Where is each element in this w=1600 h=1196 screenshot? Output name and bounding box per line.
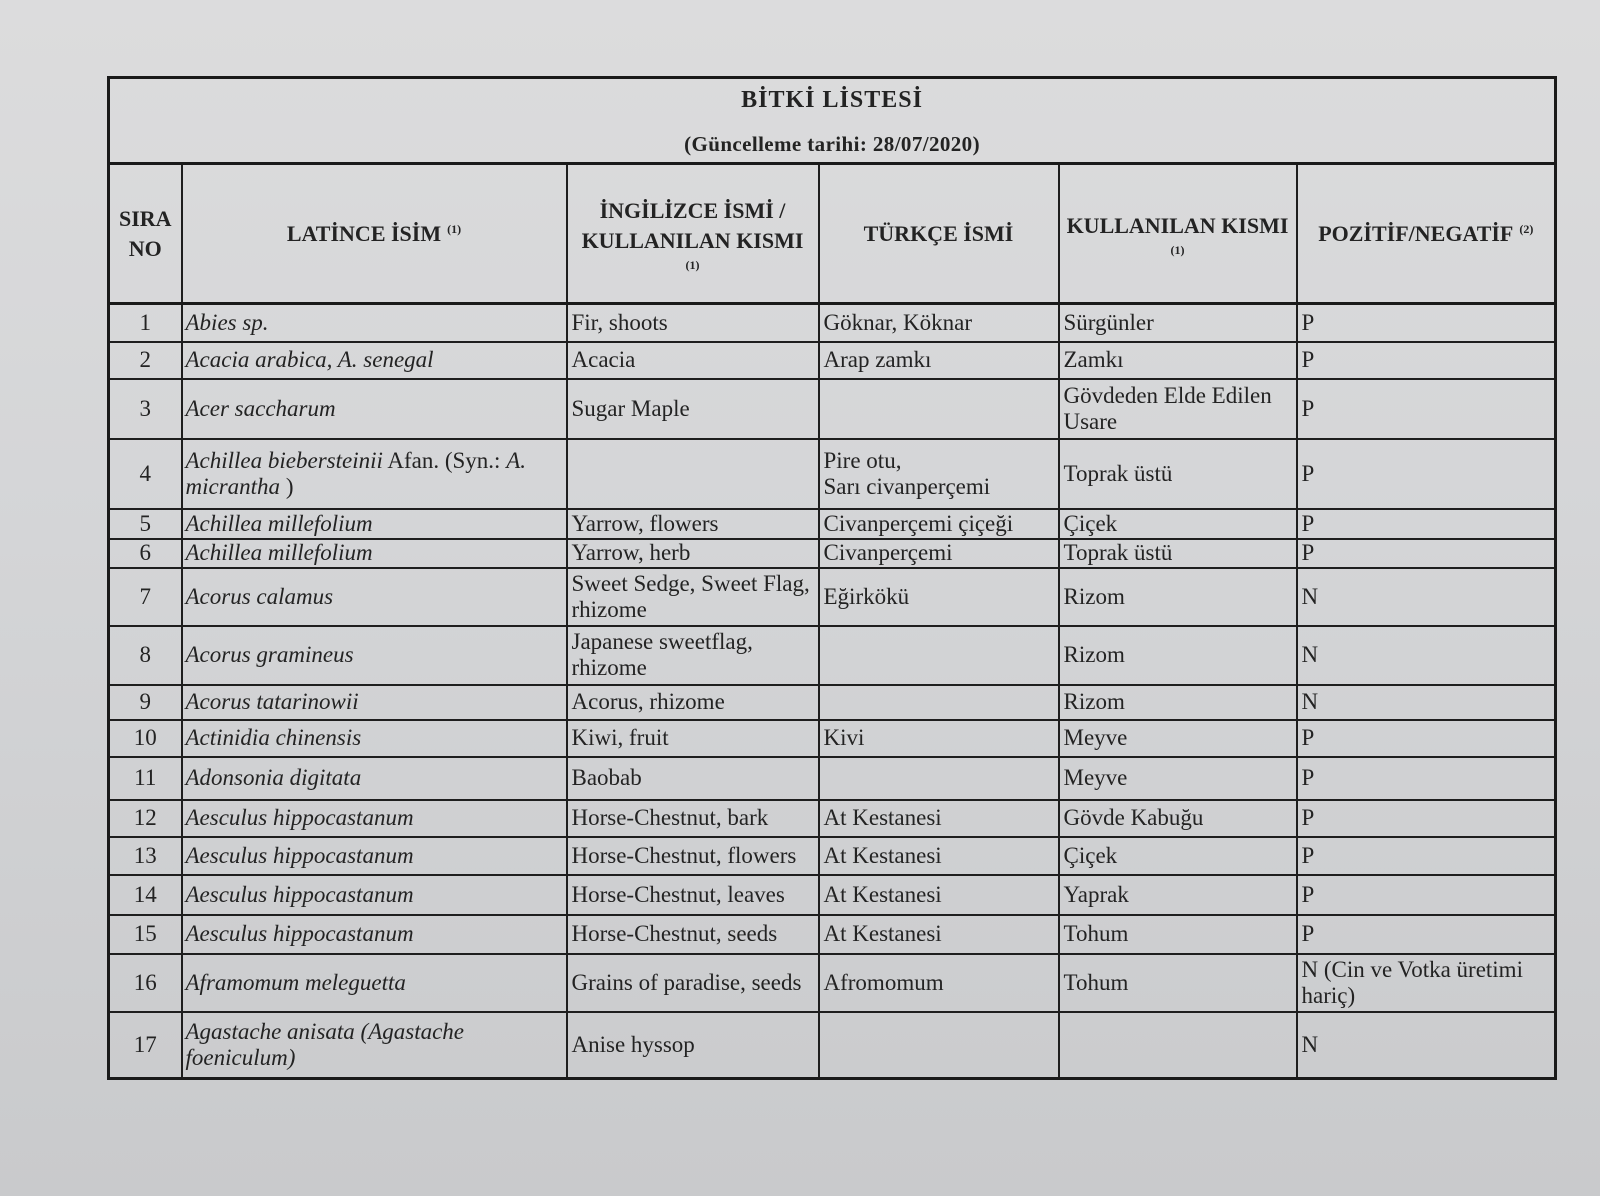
latin-name-cell xyxy=(182,875,567,915)
latin-name-text: Abies sp. xyxy=(185,309,269,335)
used-part-text: Toprak üstü xyxy=(1063,540,1173,565)
english-name-text: Acorus, rhizome xyxy=(571,689,725,714)
positive-negative-text: N xyxy=(1301,689,1319,714)
row-number-text: 2 xyxy=(139,347,151,372)
used-part-text: Tohum xyxy=(1063,969,1129,995)
title-row xyxy=(109,78,1556,164)
positive-negative-cell xyxy=(1297,568,1556,626)
used-part-text: Toprak üstü xyxy=(1063,460,1173,486)
positive-negative-text: P xyxy=(1301,347,1315,372)
row-number-cell xyxy=(109,720,182,757)
positive-negative-text: N xyxy=(1301,583,1319,609)
plant-list-table xyxy=(107,76,1557,1080)
row-number-text: 10 xyxy=(133,725,157,750)
positive-negative-text: N xyxy=(1301,1031,1319,1057)
latin-name-cell xyxy=(182,954,567,1012)
english-name-cell xyxy=(567,379,819,439)
used-part-cell xyxy=(1059,568,1297,626)
update-date: (Güncelleme tarihi: 28/07/2020) xyxy=(684,132,980,156)
latin-name-cell xyxy=(182,539,567,568)
document-sheet xyxy=(107,76,1554,1080)
positive-negative-text: P xyxy=(1301,540,1315,565)
turkish-name-cell xyxy=(819,685,1059,720)
header-used-part xyxy=(1059,164,1297,304)
latin-name-text: Actinidia chinensis xyxy=(185,725,362,750)
positive-negative-cell xyxy=(1297,954,1556,1012)
row-number-text: 14 xyxy=(133,881,157,907)
used-part-cell xyxy=(1059,720,1297,757)
table-row xyxy=(109,685,1556,720)
turkish-name-cell xyxy=(819,800,1059,837)
latin-name-text: Aesculus hippocastanum xyxy=(185,805,414,830)
latin-name-text: Acer saccharum xyxy=(185,395,336,421)
latin-name-text: Aesculus hippocastanum xyxy=(185,842,414,868)
used-part-cell xyxy=(1059,954,1297,1012)
latin-name-text: Acorus calamus xyxy=(185,583,334,609)
table-row xyxy=(109,568,1556,626)
table-row xyxy=(109,539,1556,568)
turkish-name-text: At Kestanesi xyxy=(823,842,942,868)
used-part-text: Meyve xyxy=(1063,725,1128,750)
turkish-name-text: At Kestanesi xyxy=(823,881,942,907)
used-part-cell xyxy=(1059,539,1297,568)
english-name-cell xyxy=(567,685,819,720)
positive-negative-text: P xyxy=(1301,805,1315,830)
used-part-cell xyxy=(1059,509,1297,539)
latin-name-text: Acorus tatarinowii xyxy=(185,689,359,714)
latin-name-text: Aframomum meleguetta xyxy=(185,969,406,995)
header-label: POZİTİF/NEGATİF xyxy=(1318,220,1514,246)
english-name-cell xyxy=(567,626,819,685)
english-name-cell xyxy=(567,539,819,568)
english-name-text: Horse-Chestnut, leaves xyxy=(571,881,785,907)
turkish-name-cell xyxy=(819,1012,1059,1079)
turkish-name-text: At Kestanesi xyxy=(823,921,942,946)
turkish-name-cell xyxy=(819,875,1059,915)
latin-name-text: Achillea millefolium xyxy=(185,510,373,536)
positive-negative-cell xyxy=(1297,757,1556,800)
latin-name-cell xyxy=(182,915,567,954)
positive-negative-text: N (Cin ve Votka üretimi hariç) xyxy=(1301,956,1523,1008)
latin-name-segment: ) xyxy=(280,473,294,499)
english-name-cell xyxy=(567,757,819,800)
table-row xyxy=(109,915,1556,954)
english-name-cell xyxy=(567,439,819,509)
row-number-cell xyxy=(109,539,182,568)
row-number-cell xyxy=(109,626,182,685)
positive-negative-text: P xyxy=(1301,395,1315,421)
used-part-cell xyxy=(1059,685,1297,720)
latin-name-text: Adonsonia digitata xyxy=(185,765,362,790)
row-number-cell xyxy=(109,1012,182,1079)
turkish-name-text: Afromomum xyxy=(823,969,944,995)
row-number-text: 9 xyxy=(139,689,151,714)
turkish-name-text: Civanperçemi çiçeği xyxy=(823,510,1014,536)
used-part-cell xyxy=(1059,379,1297,439)
title-cell xyxy=(109,78,1556,164)
latin-name-text: Agastache anisata (Agastache foeniculum) xyxy=(185,1018,465,1070)
header-label: SIRA NO xyxy=(118,205,172,261)
used-part-cell xyxy=(1059,837,1297,875)
row-number-text: 6 xyxy=(139,540,151,565)
header-row xyxy=(109,164,1556,304)
latin-name-cell xyxy=(182,685,567,720)
used-part-text: Rizom xyxy=(1063,642,1125,667)
table-row xyxy=(109,837,1556,875)
row-number-cell xyxy=(109,837,182,875)
positive-negative-text: N xyxy=(1301,642,1319,667)
row-number-cell xyxy=(109,509,182,539)
used-part-cell xyxy=(1059,439,1297,509)
turkish-name-cell xyxy=(819,539,1059,568)
row-number-text: 17 xyxy=(133,1031,157,1057)
latin-name-cell xyxy=(182,757,567,800)
document-title: BİTKİ LİSTESİ xyxy=(741,87,923,113)
english-name-text: Japanese sweetflag, rhizome xyxy=(571,629,753,680)
turkish-name-cell xyxy=(819,720,1059,757)
english-name-text: Sugar Maple xyxy=(571,395,690,421)
english-name-cell xyxy=(567,837,819,875)
row-number-cell xyxy=(109,342,182,379)
table-row xyxy=(109,954,1556,1012)
header-english-name xyxy=(567,164,819,304)
footnote-marker: (1) xyxy=(685,257,700,272)
english-name-cell xyxy=(567,509,819,539)
used-part-cell xyxy=(1059,626,1297,685)
header-label: TÜRKÇE İSMİ xyxy=(863,220,1014,246)
row-number-text: 8 xyxy=(139,642,151,667)
table-row xyxy=(109,626,1556,685)
latin-name-text: Acacia arabica, A. senegal xyxy=(185,347,434,372)
turkish-name-cell xyxy=(819,509,1059,539)
table-row xyxy=(109,800,1556,837)
row-number-text: 12 xyxy=(133,805,157,830)
header-turkish-name xyxy=(819,164,1059,304)
turkish-name-text: Kivi xyxy=(823,725,865,750)
english-name-text: Kiwi, fruit xyxy=(571,725,669,750)
english-name-text: Yarrow, flowers xyxy=(571,510,719,536)
turkish-name-cell xyxy=(819,757,1059,800)
row-number-cell xyxy=(109,568,182,626)
turkish-name-text: Göknar, Köknar xyxy=(823,309,973,335)
latin-name-cell xyxy=(182,800,567,837)
row-number-text: 4 xyxy=(139,460,151,486)
row-number-text: 16 xyxy=(133,969,157,995)
row-number-text: 5 xyxy=(139,510,151,536)
english-name-cell xyxy=(567,954,819,1012)
positive-negative-cell xyxy=(1297,342,1556,379)
row-number-cell xyxy=(109,954,182,1012)
english-name-text: Sweet Sedge, Sweet Flag, rhizome xyxy=(571,570,810,622)
used-part-cell xyxy=(1059,1012,1297,1079)
latin-name-cell xyxy=(182,837,567,875)
row-number-cell xyxy=(109,304,182,342)
turkish-name-text: Civanperçemi xyxy=(823,540,953,565)
latin-name-segment: Achillea biebersteinii xyxy=(185,447,383,473)
english-name-text: Horse-Chestnut, flowers xyxy=(571,842,797,868)
used-part-text: Gövdeden Elde Edilen Usare xyxy=(1063,382,1272,434)
english-name-text: Horse-Chestnut, seeds xyxy=(571,921,778,946)
row-number-cell xyxy=(109,875,182,915)
turkish-name-cell xyxy=(819,568,1059,626)
turkish-name-text: Pire otu, Sarı civanperçemi xyxy=(823,447,991,499)
row-number-cell xyxy=(109,379,182,439)
positive-negative-cell xyxy=(1297,509,1556,539)
latin-name-cell xyxy=(182,304,567,342)
row-number-text: 1 xyxy=(139,309,151,335)
table-row xyxy=(109,379,1556,439)
english-name-cell xyxy=(567,304,819,342)
table-row xyxy=(109,439,1556,509)
header-label: İNGİLİZCE İSMİ / KULLANILAN KISMI xyxy=(581,197,804,253)
turkish-name-cell xyxy=(819,379,1059,439)
positive-negative-text: P xyxy=(1301,460,1315,486)
english-name-cell xyxy=(567,342,819,379)
row-number-cell xyxy=(109,757,182,800)
table-row xyxy=(109,342,1556,379)
english-name-text: Yarrow, herb xyxy=(571,540,691,565)
turkish-name-cell xyxy=(819,915,1059,954)
positive-negative-text: P xyxy=(1301,842,1315,868)
english-name-text: Horse-Chestnut, bark xyxy=(571,805,769,830)
turkish-name-cell xyxy=(819,342,1059,379)
table-row xyxy=(109,1012,1556,1079)
english-name-text: Baobab xyxy=(571,765,642,790)
english-name-text: Fir, shoots xyxy=(571,309,668,335)
positive-negative-text: P xyxy=(1301,765,1315,790)
english-name-text: Acacia xyxy=(571,347,636,372)
positive-negative-cell xyxy=(1297,439,1556,509)
footnote-marker: (1) xyxy=(1170,242,1185,257)
row-number-text: 3 xyxy=(139,395,151,421)
used-part-cell xyxy=(1059,915,1297,954)
turkish-name-cell xyxy=(819,439,1059,509)
row-number-cell xyxy=(109,685,182,720)
english-name-text: Anise hyssop xyxy=(571,1031,695,1057)
latin-name-cell xyxy=(182,1012,567,1079)
footnote-marker: (2) xyxy=(1519,221,1534,236)
turkish-name-text: Eğirkökü xyxy=(823,583,910,609)
english-name-cell xyxy=(567,915,819,954)
latin-name-segment: Afan. (Syn.: xyxy=(382,447,507,473)
used-part-cell xyxy=(1059,800,1297,837)
latin-name-text: Achillea millefolium xyxy=(185,540,373,565)
latin-name-cell xyxy=(182,342,567,379)
english-name-cell xyxy=(567,568,819,626)
turkish-name-text: At Kestanesi xyxy=(823,805,942,830)
latin-name-text: Aesculus hippocastanum xyxy=(185,881,414,907)
used-part-text: Rizom xyxy=(1063,689,1125,714)
used-part-text: Yaprak xyxy=(1063,881,1129,907)
turkish-name-cell xyxy=(819,954,1059,1012)
positive-negative-text: P xyxy=(1301,510,1315,536)
table-head xyxy=(109,78,1556,304)
header-label: LATİNCE İSİM xyxy=(286,220,442,246)
latin-name-cell xyxy=(182,626,567,685)
latin-name-text: Acorus gramineus xyxy=(185,642,354,667)
latin-name-cell xyxy=(182,379,567,439)
table-row xyxy=(109,757,1556,800)
english-name-cell xyxy=(567,875,819,915)
positive-negative-cell xyxy=(1297,379,1556,439)
used-part-text: Sürgünler xyxy=(1063,309,1154,335)
positive-negative-cell xyxy=(1297,837,1556,875)
row-number-cell xyxy=(109,915,182,954)
latin-name-text: Aesculus hippocastanum xyxy=(185,921,414,946)
used-part-cell xyxy=(1059,757,1297,800)
row-number-text: 13 xyxy=(133,842,157,868)
used-part-text: Meyve xyxy=(1063,765,1128,790)
used-part-cell xyxy=(1059,875,1297,915)
english-name-cell xyxy=(567,800,819,837)
turkish-name-cell xyxy=(819,837,1059,875)
positive-negative-text: P xyxy=(1301,921,1315,946)
english-name-text: Grains of paradise, seeds xyxy=(571,969,802,995)
table-row xyxy=(109,720,1556,757)
positive-negative-cell xyxy=(1297,1012,1556,1079)
used-part-text: Çiçek xyxy=(1063,510,1118,536)
positive-negative-cell xyxy=(1297,304,1556,342)
used-part-cell xyxy=(1059,342,1297,379)
positive-negative-text: P xyxy=(1301,309,1315,335)
table-row xyxy=(109,509,1556,539)
header-label: KULLANILAN KISMI xyxy=(1066,212,1289,238)
positive-negative-cell xyxy=(1297,915,1556,954)
row-number-cell xyxy=(109,800,182,837)
latin-name-cell xyxy=(182,568,567,626)
used-part-text: Rizom xyxy=(1063,583,1125,609)
positive-negative-text: P xyxy=(1301,725,1315,750)
header-latin-name xyxy=(182,164,567,304)
row-number-text: 11 xyxy=(134,765,157,790)
positive-negative-cell xyxy=(1297,685,1556,720)
table-row xyxy=(109,304,1556,342)
footnote-marker: (1) xyxy=(447,221,462,236)
positive-negative-cell xyxy=(1297,800,1556,837)
latin-name-cell xyxy=(182,439,567,509)
used-part-cell xyxy=(1059,304,1297,342)
positive-negative-text: P xyxy=(1301,881,1315,907)
row-number-text: 7 xyxy=(139,583,151,609)
header-positive-negative xyxy=(1297,164,1556,304)
positive-negative-cell xyxy=(1297,875,1556,915)
used-part-text: Çiçek xyxy=(1063,842,1118,868)
used-part-text: Tohum xyxy=(1063,921,1129,946)
header-sira-no xyxy=(109,164,182,304)
turkish-name-text: Arap zamkı xyxy=(823,347,932,372)
table-body xyxy=(109,304,1556,1079)
english-name-cell xyxy=(567,1012,819,1079)
turkish-name-cell xyxy=(819,626,1059,685)
latin-name-cell xyxy=(182,509,567,539)
positive-negative-cell xyxy=(1297,539,1556,568)
latin-name-segment: A. micrantha xyxy=(185,447,526,499)
used-part-text: Zamkı xyxy=(1063,347,1124,372)
english-name-cell xyxy=(567,720,819,757)
positive-negative-cell xyxy=(1297,626,1556,685)
positive-negative-cell xyxy=(1297,720,1556,757)
row-number-cell xyxy=(109,439,182,509)
row-number-text: 15 xyxy=(133,921,157,946)
turkish-name-cell xyxy=(819,304,1059,342)
used-part-text: Gövde Kabuğu xyxy=(1063,805,1204,830)
latin-name-cell xyxy=(182,720,567,757)
table-row xyxy=(109,875,1556,915)
